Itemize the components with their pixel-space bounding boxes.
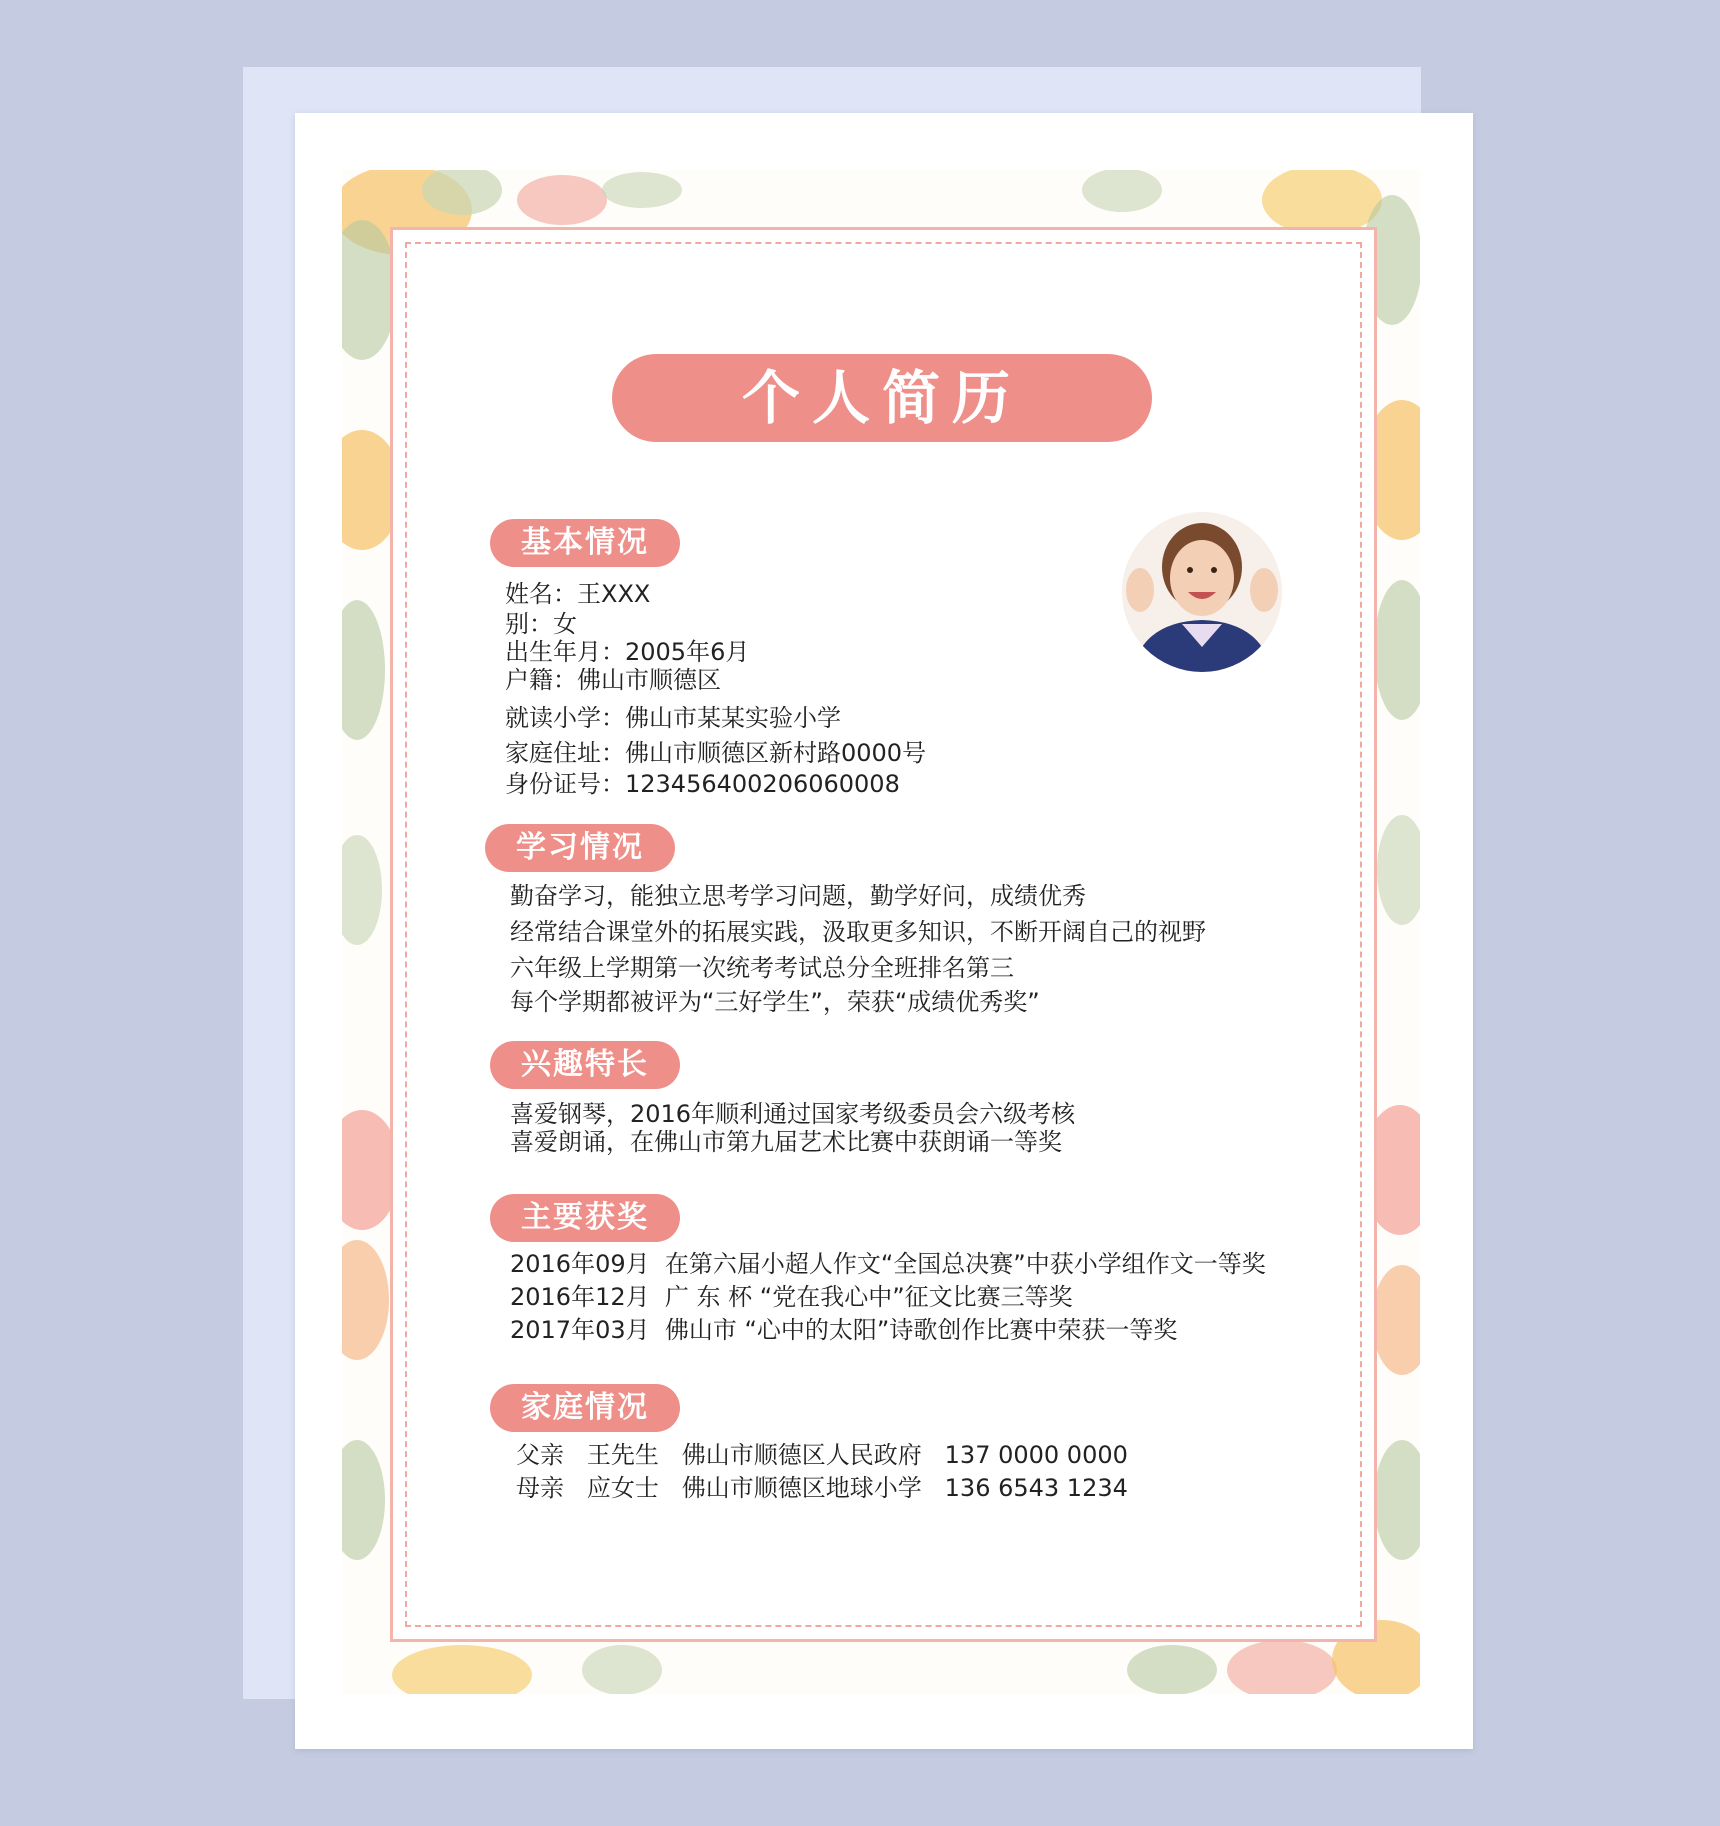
basic-name-line: 姓名：王XXX: [505, 580, 651, 608]
section-heading-family: 家庭情况: [490, 1384, 680, 1432]
section-heading-hobby: 兴趣特长: [490, 1041, 680, 1089]
study-line: 每个学期都被评为“三好学生”，荣获“成绩优秀奖”: [510, 988, 1040, 1016]
study-line: 经常结合课堂外的拓展实践，汲取更多知识，不断开阔自己的视野: [510, 918, 1206, 946]
profile-photo: [1122, 512, 1282, 672]
section-heading-basic: 基本情况: [490, 519, 680, 567]
section-heading-study: 学习情况: [485, 824, 675, 872]
family-mother-line: 母亲 应女士 佛山市顺德区地球小学 136 6543 1234: [516, 1474, 1128, 1502]
page-title: 个人简历: [612, 354, 1152, 442]
basic-id-line: 身份证号：123456400206060008: [505, 770, 900, 798]
basic-address-line: 家庭住址：佛山市顺德区新村路0000号: [505, 739, 927, 767]
basic-household-line: 户籍：佛山市顺德区: [505, 666, 721, 694]
award-line: 2017年03月 佛山市 “心中的太阳”诗歌创作比赛中荣获一等奖: [510, 1316, 1178, 1344]
award-line: 2016年12月 广 东 杯 “党在我心中”征文比赛三等奖: [510, 1283, 1073, 1311]
basic-birth-line: 出生年月：2005年6月: [505, 638, 750, 666]
study-line: 勤奋学习，能独立思考学习问题，勤学好问，成绩优秀: [510, 882, 1086, 910]
hobby-line: 喜爱朗诵，在佛山市第九届艺术比赛中获朗诵一等奖: [510, 1128, 1062, 1156]
basic-gender-line: 别：女: [505, 610, 577, 638]
award-line: 2016年09月 在第六届小超人作文“全国总决赛”中获小学组作文一等奖: [510, 1250, 1266, 1278]
family-father-line: 父亲 王先生 佛山市顺德区人民政府 137 0000 0000: [516, 1441, 1128, 1469]
basic-school-line: 就读小学：佛山市某某实验小学: [505, 704, 841, 732]
study-line: 六年级上学期第一次统考考试总分全班排名第三: [510, 954, 1014, 982]
hobby-line: 喜爱钢琴，2016年顺利通过国家考级委员会六级考核: [510, 1100, 1076, 1128]
section-heading-awards: 主要获奖: [490, 1194, 680, 1242]
